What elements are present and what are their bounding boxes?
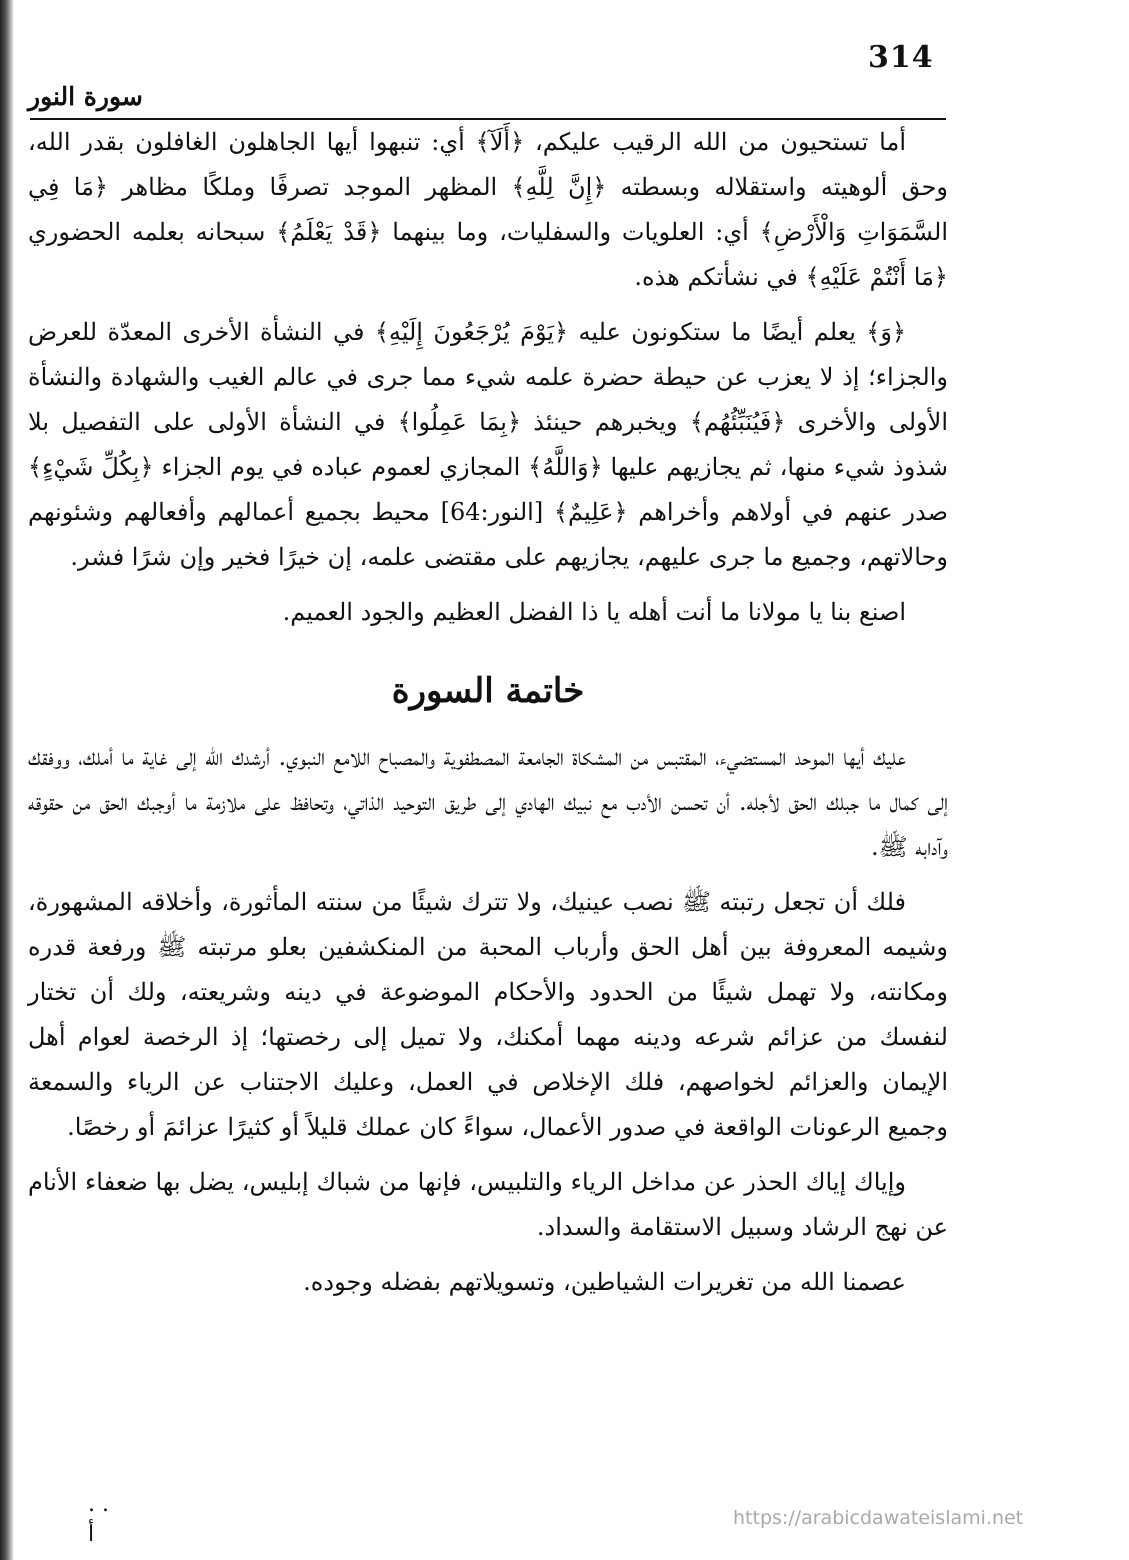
closing-paragraph: عليك أيها الموحد المستضيء، المقتبس من المشكاة الجامعة المصطفوية والمصباح اللامع النبوي. أرشدك الله إلى غاية ما أملك، ووفقك إلى كمال ما جبلك الحق لأجله. أن تحسن الأدب مع نبيك الهادي إلى طريق التوحيد الذاتي، وتحافظ على ملازمة ما أوجبك الحق من حقوقه وآدابه ﷺ. <box>28 743 948 861</box>
scan-shadow-edge <box>0 0 14 1560</box>
page-body <box>28 120 948 1500</box>
page-number: 314 <box>868 40 934 75</box>
closing-paragraph: وإياك إياك الحذر عن مداخل الرياء والتلبيس، فإنها من شباك إبليس، يضل بها ضعفاء الأنام عن نهج الرشاد وسبيل الاستقامة والسداد. <box>28 1168 948 1241</box>
commentary-paragraph: ﴿وَ﴾ يعلم أيضًا ما ستكونون عليه ﴿يَوْمَ يُرْجَعُونَ إِلَيْهِ﴾ في النشأة الأخرى المعدّة للعرض والجزاء؛ إذ لا يعزب عن حيطة حضرة علمه شيء مما جرى في عالم الغيب والشهادة والنشأة الأولى والأخرى ﴿فَيُنَبِّئُهُم﴾ ويخبرهم حينئذ ﴿بِمَا عَمِلُوا﴾ في النشأة الأولى على التفصيل بلا شذوذ شيء منها، ثم يجازيهم عليها ﴿وَاللَّهُ﴾ المجازي لعموم عباده في يوم الجزاء ﴿بِكُلِّ شَيْءٍ﴾ صدر عنهم في أولاهم وأخراهم ﴿عَلِيمٌ﴾ [النور:64] محيط بجميع أعمالهم وأفعالهم وشئونهم وحالاتهم، وجميع ما جرى عليهم، يجازيهم على مقتضى علمه، إن خيرًا فخير وإن شرًا فشر. <box>28 318 948 571</box>
footer-dots: . . <box>88 1492 109 1517</box>
section-title: خاتمة السورة <box>391 671 585 711</box>
running-header-surah-name: سورة النور <box>28 82 143 111</box>
prayer-paragraph: اصنع بنا يا مولانا ما أنت أهله يا ذا الفضل العظيم والجود العميم. <box>282 598 906 626</box>
watermark-url: https://arabicdawateislami.net <box>733 1507 1024 1529</box>
closing-paragraph: فلك أن تجعل رتبته ﷺ نصب عينيك، ولا تترك شيئًا من سنته المأثورة، وأخلاقه المشهورة، وشيمه المعروفة بين أهل الحق وأرباب المحبة من المنكشفين بعلو مرتبته ﷺ ورفعة قدره ومكانته، ولا تهمل شيئًا من الحدود والأحكام الموضوعة في دينه وشريعته، ولك أن تختار لنفسك من عزائم شرعه ودينه مهما أمكنك، ولا تميل إلى رخصتها؛ إذ الرخصة لعوام أهل الإيمان والعزائم لخواصهم، فلك الإخلاص في العمل، وعليك الاجتناب عن الرياء والسمعة وجميع الرعونات الواقعة في صدور الأعمال، سواءً كان عملك قليلاً أو كثيرًا عزائمَ أو رخصًا. <box>28 888 949 1141</box>
footer-marks <box>88 1490 109 1550</box>
closing-paragraph: عصمنا الله من تغريرات الشياطين، وتسويلاتهم بفضله وجوده. <box>303 1268 906 1296</box>
commentary-paragraph: أما تستحيون من الله الرقيب عليكم، ﴿أَلَآ﴾ أي: تنبهوا أيها الجاهلون الغافلون بقدر الله، وحق ألوهيته واستقلاله وبسطته ﴿إِنَّ لِلَّهِ﴾ المظهر الموجد تصرفًا وملكًا مظاهر ﴿مَا فِي السَّمَوَاتِ وَالْأَرْضِ﴾ أي: العلويات والسفليات، وما بينهما ﴿قَدْ يَعْلَمُ﴾ سبحانه بعلمه الحضوري ﴿مَا أَنْتُمْ عَلَيْهِ﴾ في نشأتكم هذه. <box>28 128 948 291</box>
signature-letter: أ <box>88 1522 95 1547</box>
